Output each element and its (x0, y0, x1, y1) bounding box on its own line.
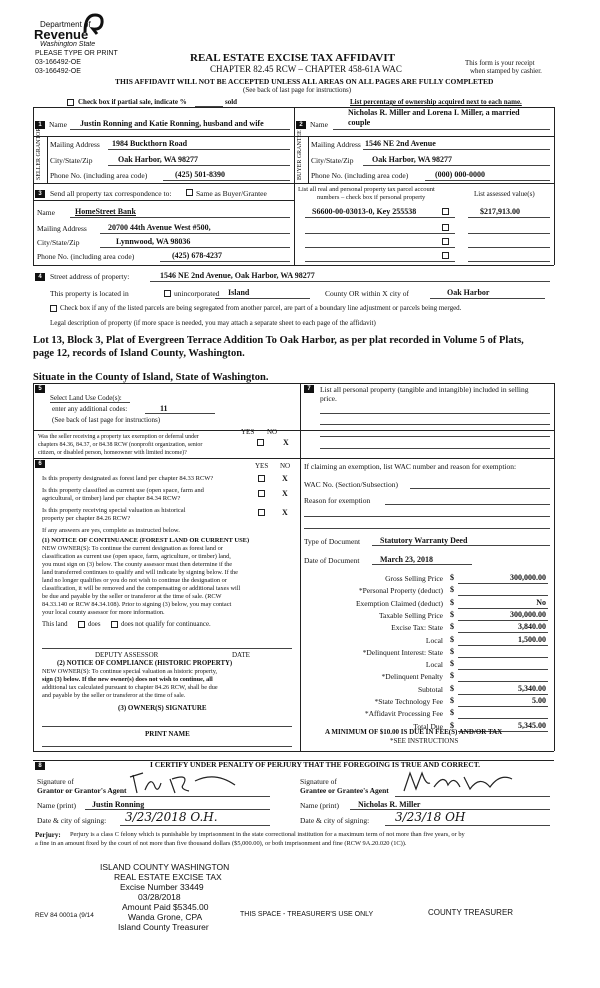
s5-yes-header: YES (241, 428, 255, 436)
fin-row-dollar: $ (450, 634, 454, 644)
forest-yes-checkbox[interactable] (258, 475, 265, 482)
stamp-treasurer-title: Island County Treasurer (118, 922, 209, 932)
same-as-buyer-label: Same as Buyer/Grantee (196, 189, 267, 198)
stamp-excise-number: Excise Number 33449 (120, 882, 204, 892)
document-date-label: Date of Document (304, 556, 360, 565)
parcel-personal-checkbox-4[interactable] (442, 252, 449, 259)
stamp-date: 03/28/2018 (138, 892, 181, 902)
county-treasurer-label: COUNTY TREASURER (428, 908, 514, 917)
continuance-heading: (1) NOTICE OF CONTINUANCE (FOREST LAND OR CURRENT USE) (42, 537, 250, 544)
section-1-number: 1 (35, 121, 45, 129)
fin-row-dollar: $ (450, 683, 454, 693)
fin-row-value[interactable]: 300,000.00 (510, 573, 546, 582)
continuance-line-3: classification as current use (open space, farm, agriculture, or timber) land, (42, 553, 231, 560)
buyer-phone-label: Phone No. (including area code) (311, 171, 409, 180)
please-type: PLEASE TYPE OR PRINT (35, 50, 118, 57)
land-does-not-checkbox[interactable] (111, 621, 118, 628)
continuance-line-4: you must sign on (3) below. The county assessor must then determine if the (42, 561, 233, 568)
located-label: This property is located in (50, 289, 129, 298)
buyer-name-line2: couple (348, 118, 371, 127)
fin-row-label: Subtotal (417, 684, 443, 694)
exemption-no-mark: X (283, 438, 289, 447)
perjury-label: Perjury: (35, 831, 61, 839)
correspondence-address: 20700 44th Avenue West #500, (108, 223, 211, 232)
certify-statement: I CERTIFY UNDER PENALTY OF PERJURY THAT THE FOREGOING IS TRUE AND CORRECT. (150, 760, 481, 769)
partial-sale-checkbox[interactable] (67, 99, 74, 106)
section-2-number: 2 (296, 121, 306, 129)
parcel-personal-checkbox-3[interactable] (442, 238, 449, 245)
land-use-see-back: (See back of last page for instructions) (52, 416, 161, 424)
land-does-label: does (88, 621, 101, 628)
assessed-header: List assessed value(s) (474, 190, 535, 198)
form-code-1: 03-166492-OE (35, 59, 81, 66)
current-use-no-mark: X (282, 489, 288, 498)
grantor-signature-label-2: Grantor or Grantor's Agent (37, 786, 127, 795)
stamp-treasurer-name: Wanda Grone, CPA (128, 912, 203, 922)
parcel-personal-checkbox-2[interactable] (442, 224, 449, 231)
document-date: March 23, 2018 (380, 555, 433, 564)
seller-name: Justin Ronning and Katie Ronning, husband and wife (80, 119, 264, 128)
section-7-number: 7 (304, 385, 314, 393)
fin-row-value[interactable]: 3,840.00 (518, 622, 546, 632)
grantor-print-name: Justin Ronning (92, 800, 145, 809)
form-title: REAL ESTATE EXCISE TAX AFFIDAVIT (190, 52, 395, 64)
receipt-note-2: when stamped by cashier. (470, 67, 542, 75)
fin-row-label: Exemption Claimed (deduct) (355, 598, 443, 608)
grantor-date-city: 3/23/2018 O.H. (125, 810, 218, 824)
stamp-tax: REAL ESTATE EXCISE TAX (114, 872, 222, 882)
ownership-note: List percentage of ownership acquired next to each name. (350, 98, 522, 106)
grantor-signature-label-1: Signature of (37, 777, 74, 786)
historic-yes-checkbox[interactable] (258, 509, 265, 516)
unincorporated-label: unincorporated (174, 289, 220, 298)
fin-row-value[interactable]: 5.00 (532, 696, 546, 705)
correspondence-name-label: Name (37, 208, 55, 217)
compliance-line-3: sign (3) below. If the new owner(s) does not wish to continue, all (42, 676, 213, 683)
logo-dept-of: Department of (40, 20, 91, 29)
fin-row-value[interactable]: 300,000.00 (510, 609, 546, 619)
seller-address-label: Mailing Address (50, 140, 100, 149)
s6-current-use-question-a: Is this property classified as current use (open space, farm and (42, 487, 204, 494)
grantee-date-city: 3/23/18 OH (395, 810, 466, 824)
correspondence-phone: (425) 678-4237 (172, 251, 222, 260)
correspondence-address-label: Mailing Address (37, 224, 87, 233)
unincorporated-checkbox[interactable] (164, 290, 171, 297)
warning-text: THIS AFFIDAVIT WILL NOT BE ACCEPTED UNLESS ALL AREAS ON ALL PAGES ARE FULLY COMPLETED (115, 77, 494, 86)
fin-row-label: Taxable Selling Price (378, 610, 443, 620)
forest-no-mark: X (282, 474, 288, 483)
exemption-reason-label: Reason for exemption (304, 496, 371, 505)
parcel-number: S6600-00-03013-0, Key 255538 (312, 207, 417, 216)
personal-property-label-2: price. (320, 394, 337, 403)
section-3-number: 3 (35, 190, 45, 198)
parcels-header-2: numbers – check box if personal property (317, 194, 426, 201)
form-subtitle: CHAPTER 82.45 RCW – CHAPTER 458-61A WAC (210, 64, 402, 74)
fin-row-label: *Delinquent Interest: State (362, 647, 443, 657)
fin-row-dollar: $ (450, 573, 454, 582)
additional-codes-label: enter any additional codes: (52, 405, 128, 413)
form-code-2: 03-166492-OE (35, 68, 81, 75)
fin-row-value[interactable]: 5,340.00 (518, 683, 546, 693)
compliance-heading: (2) NOTICE OF COMPLIANCE (HISTORIC PROPERTY) (57, 660, 233, 667)
continuance-line-6: land no longer qualifies or you do not wish to continue the designation or (42, 577, 227, 584)
logo-revenue: Revenue (34, 27, 89, 42)
continuance-line-8: be due and payable by the seller or transferor at the time of sale. (RCW (42, 593, 222, 600)
segregated-label: Check box if any of the listed parcels are being segregated from another parcel, are part of a boundary line adjustment or parcels being merged. (60, 304, 462, 312)
sold-label: sold (225, 98, 238, 106)
fin-row-dollar: $ (450, 696, 454, 705)
continuance-line-9: 84.33.140 or RCW 84.34.108). Prior to signing (3) below, you may contact (42, 601, 232, 608)
land-use-label: Select Land Use Code(s): (50, 394, 122, 402)
s6-current-use-question-b: agricultural, or timber) land per chapter 84.34 RCW? (42, 495, 181, 502)
grantee-signature-label-2: Grantee or Grantee's Agent (300, 786, 389, 795)
s5-question-1a: Was the seller receiving a property tax exemption or deferral under (38, 434, 199, 440)
s6-forest-question: Is this property designated as forest land per chapter 84.33 RCW? (42, 475, 214, 482)
parcel-personal-checkbox-1[interactable] (442, 208, 449, 215)
land-qualify-label: This land (42, 621, 68, 628)
same-as-buyer-checkbox[interactable] (186, 189, 193, 196)
see-instructions: *SEE INSTRUCTIONS (390, 737, 459, 745)
stamp-amount: Amount Paid $5345.00 (122, 902, 209, 912)
perjury-text-2: a fine in an amount fixed by the court of not more than five thousand dollars ($5,000.00), or both imprisonment and fine (RCW 9A.20.020 (1C)). (35, 840, 407, 847)
grantor-signature (125, 765, 255, 797)
print-name-label: PRINT NAME (145, 730, 190, 738)
document-type-label: Type of Document (304, 537, 361, 546)
fin-row-dollar: $ (450, 659, 454, 669)
fin-row-value[interactable]: 1,500.00 (518, 634, 546, 644)
buyer-name-line1: Nicholas R. Miller and Lorena I. Miller, a married (348, 108, 520, 117)
continuance-line-10: your local county assessor for more information. (42, 609, 165, 616)
correspondence-name: HomeStreet Bank (75, 207, 136, 216)
grantee-name-label: Name (print) (300, 801, 339, 810)
city-value: Oak Harbor (447, 288, 490, 297)
continuance-line-5: land transferred continues to qualify and will indicate by signing below. If the (42, 569, 238, 576)
legal-description-label: Legal description of property (if more space is needed, you may attach a separate sheet to each page of the affidavit) (50, 319, 376, 327)
exemption-claim-label: If claiming an exemption, list WAC number and reason for exemption: (304, 462, 517, 471)
receipt-note-1: This form is your receipt (465, 59, 535, 67)
fin-row-value[interactable]: No (536, 597, 546, 607)
fin-row-dollar: $ (450, 609, 454, 619)
correspondence-phone-label: Phone No. (including area code) (37, 252, 135, 261)
land-use-code: 11 (160, 404, 168, 413)
land-does-checkbox[interactable] (78, 621, 85, 628)
continuance-line-2: NEW OWNER(S): To continue the current designation as forest land or (42, 545, 223, 552)
seller-city-label: City/State/Zip (50, 156, 93, 165)
fin-row-label: *Delinquent Penalty (381, 672, 443, 682)
fin-row-label: Excise Tax: State (391, 623, 443, 633)
seller-name-label: Name (49, 120, 67, 129)
buyer-grantee-label: BUYER GRANTEE (297, 130, 303, 180)
street-address: 1546 NE 2nd Avenue, Oak Harbor, WA 98277 (160, 271, 315, 280)
legal-description-line2: page 12, records of Island County, Washington. (33, 348, 245, 359)
owner-signature-label: (3) OWNER(S) SIGNATURE (118, 704, 207, 712)
seller-phone: (425) 501-8390 (175, 170, 225, 179)
see-back: (See back of last page for instructions) (243, 86, 352, 94)
buyer-address-label: Mailing Address (311, 140, 361, 149)
minimum-due-note: A MINIMUM OF $10.00 IS DUE IN FEE(S) AND/OR TAX (325, 728, 503, 736)
current-use-yes-checkbox[interactable] (258, 490, 265, 497)
fin-row-label: Gross Selling Price (385, 574, 443, 583)
personal-property-label-1: List all personal property (tangible and intangible) included in selling (320, 385, 529, 394)
partial-sale-label: Check box if partial sale, indicate % (78, 98, 187, 106)
section-5-number: 5 (35, 385, 45, 393)
fin-row-label: Total Due (413, 721, 443, 731)
parcels-header-1: List all real and personal property tax parcel account (298, 186, 435, 193)
fin-row-label: *Personal Property (deduct) (358, 586, 443, 596)
street-address-label: Street address of property: (50, 272, 130, 281)
fin-row-dollar: $ (450, 622, 454, 632)
s6-historic-question-a: Is this property receiving special valuation as historical (42, 507, 186, 514)
seller-grantor-label: SELLER GRANTOR (36, 127, 42, 180)
compliance-line-4: additional tax calculated pursuant to chapter 84.26 RCW, shall be due (42, 684, 218, 691)
county-city-label: County OR within X city of (325, 289, 409, 298)
wac-label: WAC No. (Section/Subsection) (304, 480, 398, 489)
assessed-value: $217,913.00 (480, 207, 520, 216)
fin-row-dollar: $ (450, 585, 454, 595)
fin-row-value[interactable]: 5,345.00 (518, 720, 546, 730)
fin-row-dollar: $ (450, 708, 454, 718)
historic-no-mark: X (282, 508, 288, 517)
fin-row-label: *State Technology Fee (374, 697, 443, 706)
grantee-print-name: Nicholas R. Miller (358, 800, 421, 809)
buyer-city: Oak Harbor, WA 98277 (372, 155, 453, 164)
treasurer-use-only: THIS SPACE - TREASURER'S USE ONLY (240, 911, 374, 918)
dor-logo-icon (82, 12, 104, 36)
document-type: Statutory Warranty Deed (380, 536, 468, 545)
s6-historic-question-b: property per chapter 84.26 RCW? (42, 515, 131, 522)
correspondence-city: Lynnwood, WA 98036 (116, 237, 191, 246)
fin-row-label: *Affidavit Processing Fee (364, 709, 443, 719)
s6-no-header: NO (280, 462, 291, 470)
continuance-line-7: classification, it will be removed and the compensating or additional taxes will (42, 585, 241, 592)
exemption-yes-checkbox[interactable] (257, 439, 264, 446)
deputy-date-label: DATE (232, 651, 250, 659)
fin-row-dollar: $ (450, 671, 454, 681)
buyer-city-label: City/State/Zip (311, 156, 354, 165)
grantor-name-label: Name (print) (37, 801, 76, 810)
perjury-text-1: Perjury is a class C felony which is punishable by imprisonment in the state correctional institution for a maximum term of not more than five years, or by (70, 831, 465, 838)
fin-row-dollar: $ (450, 597, 454, 607)
seller-city: Oak Harbor, WA 98277 (118, 155, 199, 164)
s5-no-header: NO (267, 428, 278, 436)
tax-correspondence-heading: Send all property tax correspondence to: (50, 189, 172, 198)
grantee-date-label: Date & city of signing: (300, 816, 370, 825)
stamp-county: ISLAND COUNTY WASHINGTON (100, 862, 230, 872)
grantor-date-label: Date & city of signing: (37, 816, 107, 825)
s6-yes-header: YES (255, 462, 269, 470)
s6-if-yes: If any answers are yes, complete as instructed below. (42, 527, 180, 534)
fin-row-label: Local (425, 635, 443, 645)
situate-line: Situate in the County of Island, State of Washington. (33, 372, 269, 383)
logo-washington-state: Washington State (40, 41, 96, 48)
fin-row-dollar: $ (450, 720, 454, 730)
seller-phone-label: Phone No. (including area code) (50, 171, 148, 180)
s5-question-1b: chapters 84.36, 84.37, or 84.38 RCW (nonprofit organization, senior (38, 442, 203, 448)
compliance-line-5: and payable by the seller or transferor at the time of sale. (42, 692, 186, 699)
section-4-number: 4 (35, 273, 45, 281)
segregated-checkbox[interactable] (50, 305, 57, 312)
land-does-not-label: does not qualify for continuance. (121, 621, 211, 628)
legal-description-line1: Lot 13, Block 3, Plat of Evergreen Terrace Addition To Oak Harbor, as per plat recorded in Volume 5 of Plats, (33, 335, 524, 346)
deputy-assessor-label: DEPUTY ASSESSOR (95, 651, 159, 659)
section-6-number: 6 (35, 460, 45, 468)
grantee-signature (400, 765, 520, 797)
county-value: Island (228, 288, 250, 297)
fin-row-dollar: $ (450, 646, 454, 656)
seller-address: 1984 Buckthorn Road (112, 139, 188, 148)
fin-row-label: Local (425, 660, 443, 670)
section-8-number: 8 (35, 762, 45, 770)
buyer-name-label: Name (310, 120, 328, 129)
compliance-line-2: NEW OWNER(S): To continue special valuation as historic property, (42, 668, 218, 675)
form-revision: REV 84 0001a (9/14 (35, 912, 94, 919)
buyer-address: 1546 NE 2nd Avenue (365, 139, 436, 148)
correspondence-city-label: City/State/Zip (37, 238, 80, 247)
buyer-phone: (000) 000-0000 (435, 170, 485, 179)
s5-question-1c: citizen, or disabled person, homeowner with limited income)? (38, 450, 187, 456)
grantee-signature-label-1: Signature of (300, 777, 337, 786)
